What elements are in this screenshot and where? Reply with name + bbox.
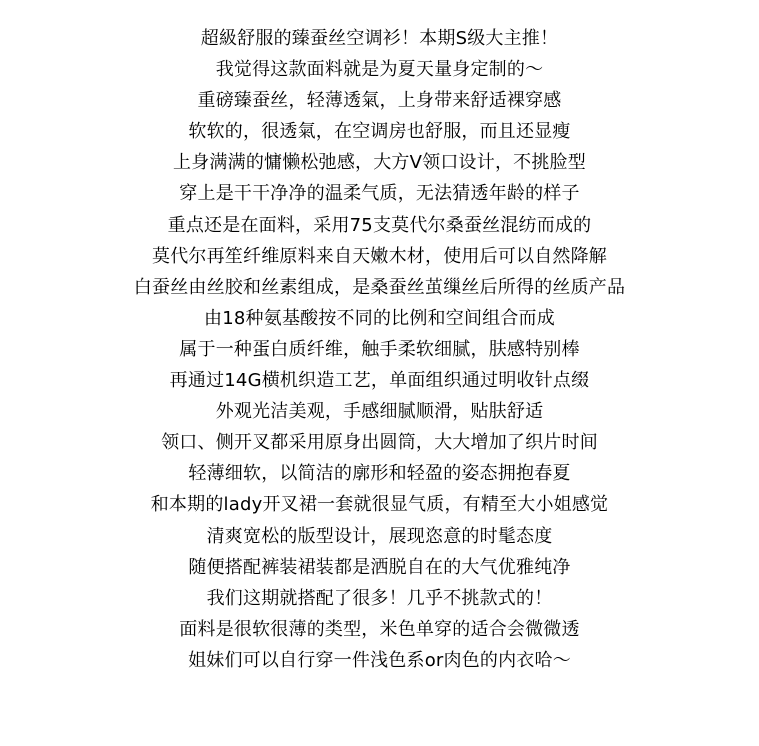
description-line: 姐妹们可以自行穿一件浅色系or肉色的内衣哈～ — [188, 649, 571, 671]
description-line: 清爽宽松的版型设计，展现恣意的时髦态度 — [206, 525, 553, 547]
description-line: 随便搭配裤装裙装都是洒脱自在的大气优雅纯净 — [188, 556, 571, 578]
description-line: 上身满满的慵懒松弛感，大方V领口设计，不挑脸型 — [173, 152, 586, 174]
description-line: 轻薄细软，以简洁的廓形和轻盈的姿态拥抱春夏 — [188, 463, 571, 485]
description-line: 我觉得这款面料就是为夏天量身定制的～ — [215, 59, 544, 81]
product-description — [0, 23, 759, 676]
description-line: 属于一种蛋白质纤维，触手柔软细腻，肤感特别棒 — [179, 338, 580, 360]
description-line: 我们这期就搭配了很多！几乎不挑款式的！ — [206, 587, 553, 609]
description-line: 和本期的lady开叉裙一套就很显气质，有精至大小姐感觉 — [150, 494, 609, 516]
description-line: 领口、侧开叉都采用原身出圆筒，大大增加了织片时间 — [161, 432, 598, 454]
description-line: 再通过14G横机织造工艺，单面组织通过明收针点缀 — [169, 370, 590, 392]
description-line: 面料是很软很薄的类型，米色单穿的适合会微微透 — [179, 618, 580, 640]
description-line: 重磅臻蚕丝，轻薄透氣，上身带来舒适裸穿感 — [197, 90, 562, 112]
description-line: 软软的，很透氣，在空调房也舒服，而且还显瘦 — [188, 121, 571, 143]
description-line: 超級舒服的臻蚕丝空调衫！本期S级大主推！ — [200, 28, 559, 49]
description-line: 白蚕丝由丝胶和丝素组成，是桑蚕丝茧缫丝后所得的丝质产品 — [133, 276, 626, 298]
description-line: 由18种氨基酸按不同的比例和空间组合而成 — [204, 307, 555, 329]
description-line: 莫代尔再笙纤维原料来自天嫩木材，使用后可以自然降解 — [152, 245, 607, 267]
description-line: 穿上是干干净净的温柔气质，无法猜透年龄的样子 — [179, 183, 580, 205]
description-line: 重点还是在面料，采用75支莫代尔桑蚕丝混纺而成的 — [167, 214, 592, 236]
description-line: 外观光洁美观，手感细腻顺滑，贴肤舒适 — [215, 401, 544, 423]
